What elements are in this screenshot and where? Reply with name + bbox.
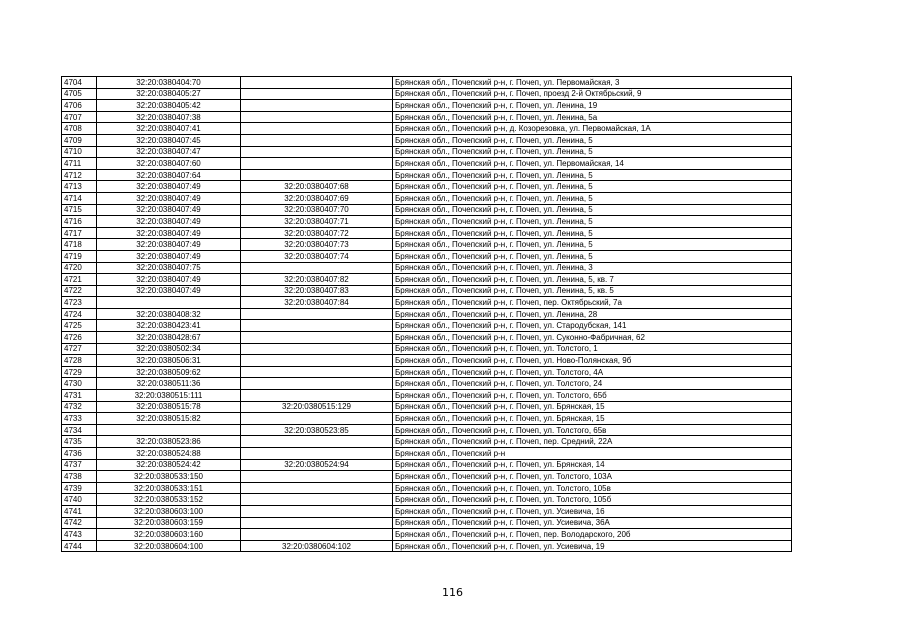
row-number-cell: 4705 xyxy=(62,88,97,100)
cadastral-number-cell: 32:20:0380515:111 xyxy=(97,390,241,402)
cadastral-number-cell: 32:20:0380408:32 xyxy=(97,308,241,320)
row-number-cell: 4735 xyxy=(62,436,97,448)
object-number-cell xyxy=(241,169,393,181)
object-number-cell xyxy=(241,482,393,494)
row-number-cell: 4728 xyxy=(62,355,97,367)
object-number-cell xyxy=(241,343,393,355)
table-row xyxy=(62,192,792,204)
table-row xyxy=(62,424,792,436)
row-number-cell: 4717 xyxy=(62,227,97,239)
object-number-cell xyxy=(241,262,393,274)
row-number-cell: 4724 xyxy=(62,308,97,320)
object-number-cell: 32:20:0380407:84 xyxy=(241,297,393,309)
address-cell: Брянская обл., Почепский р-н, г. Почеп, ул. Суконно-Фабричная, 62 xyxy=(393,332,792,344)
object-number-cell xyxy=(241,332,393,344)
address-cell: Брянская обл., Почепский р-н, г. Почеп, ул. Ленина, 5 xyxy=(393,204,792,216)
row-number-cell: 4710 xyxy=(62,146,97,158)
table-row xyxy=(62,529,792,541)
address-cell: Брянская обл., Почепский р-н, г. Почеп, ул. Ленина, 5а xyxy=(393,111,792,123)
cadastral-number-cell: 32:20:0380407:75 xyxy=(97,262,241,274)
row-number-cell: 4704 xyxy=(62,77,97,89)
address-cell: Брянская обл., Почепский р-н, г. Почеп, ул. Ленина, 19 xyxy=(393,100,792,112)
row-number-cell: 4721 xyxy=(62,274,97,286)
table-row xyxy=(62,517,792,529)
cadastral-number-cell: 32:20:0380523:86 xyxy=(97,436,241,448)
table-row xyxy=(62,297,792,309)
table-row xyxy=(62,343,792,355)
object-number-cell: 32:20:0380604:102 xyxy=(241,540,393,552)
cadastral-number-cell: 32:20:0380603:100 xyxy=(97,505,241,517)
cadastral-number-cell xyxy=(97,297,241,309)
table-row xyxy=(62,239,792,251)
table-row xyxy=(62,505,792,517)
table-row xyxy=(62,77,792,89)
cadastral-number-cell: 32:20:0380603:159 xyxy=(97,517,241,529)
address-cell: Брянская обл., Почепский р-н, г. Почеп, пер. Володарского, 20б xyxy=(393,529,792,541)
table-row xyxy=(62,146,792,158)
cadastral-number-cell: 32:20:0380407:49 xyxy=(97,181,241,193)
cadastral-number-cell: 32:20:0380407:60 xyxy=(97,158,241,170)
table-row xyxy=(62,471,792,483)
address-cell: Брянская обл., Почепский р-н, г. Почеп, ул. Ленина, 5 xyxy=(393,227,792,239)
cadastral-number-cell: 32:20:0380407:45 xyxy=(97,134,241,146)
table-row xyxy=(62,158,792,170)
cadastral-number-cell: 32:20:0380407:47 xyxy=(97,146,241,158)
object-number-cell xyxy=(241,448,393,460)
address-cell: Брянская обл., Почепский р-н, г. Почеп, ул. Стародубская, 141 xyxy=(393,320,792,332)
row-number-cell: 4736 xyxy=(62,448,97,460)
object-number-cell xyxy=(241,123,393,135)
cadastral-number-cell: 32:20:0380404:70 xyxy=(97,77,241,89)
object-number-cell: 32:20:0380407:74 xyxy=(241,250,393,262)
address-cell: Брянская обл., Почепский р-н, г. Почеп, ул. Ленина, 5 xyxy=(393,239,792,251)
cadastral-number-cell: 32:20:0380407:49 xyxy=(97,216,241,228)
row-number-cell: 4716 xyxy=(62,216,97,228)
table-row xyxy=(62,134,792,146)
row-number-cell: 4718 xyxy=(62,239,97,251)
address-cell: Брянская обл., Почепский р-н, г. Почеп, ул. Ленина, 5 xyxy=(393,134,792,146)
row-number-cell: 4725 xyxy=(62,320,97,332)
object-number-cell xyxy=(241,100,393,112)
address-cell: Брянская обл., Почепский р-н xyxy=(393,448,792,460)
address-cell: Брянская обл., Почепский р-н, г. Почеп, ул. Брянская, 15 xyxy=(393,413,792,425)
table-row xyxy=(62,88,792,100)
row-number-cell: 4740 xyxy=(62,494,97,506)
table-row xyxy=(62,227,792,239)
row-number-cell: 4738 xyxy=(62,471,97,483)
cadastral-number-cell: 32:20:0380515:78 xyxy=(97,401,241,413)
property-table-body xyxy=(62,77,792,552)
object-number-cell: 32:20:0380523:85 xyxy=(241,424,393,436)
object-number-cell: 32:20:0380524:94 xyxy=(241,459,393,471)
cadastral-number-cell: 32:20:0380407:49 xyxy=(97,285,241,297)
address-cell: Брянская обл., Почепский р-н, г. Почеп, ул. Толстого, 65б xyxy=(393,390,792,402)
table-row xyxy=(62,216,792,228)
row-number-cell: 4727 xyxy=(62,343,97,355)
object-number-cell xyxy=(241,355,393,367)
cadastral-number-cell xyxy=(97,424,241,436)
cadastral-number-cell: 32:20:0380506:31 xyxy=(97,355,241,367)
address-cell: Брянская обл., Почепский р-н, г. Почеп, ул. Ленина, 28 xyxy=(393,308,792,320)
address-cell: Брянская обл., Почепский р-н, г. Почеп, ул. Первомайская, 14 xyxy=(393,158,792,170)
row-number-cell: 4708 xyxy=(62,123,97,135)
address-cell: Брянская обл., Почепский р-н, г. Почеп, пер. Октябрьский, 7а xyxy=(393,297,792,309)
object-number-cell xyxy=(241,88,393,100)
row-number-cell: 4719 xyxy=(62,250,97,262)
row-number-cell: 4744 xyxy=(62,540,97,552)
table-row xyxy=(62,204,792,216)
cadastral-number-cell: 32:20:0380509:62 xyxy=(97,366,241,378)
page-number: 116 xyxy=(442,586,463,599)
cadastral-number-cell: 32:20:0380533:152 xyxy=(97,494,241,506)
table-row xyxy=(62,436,792,448)
table-row xyxy=(62,448,792,460)
cadastral-number-cell: 32:20:0380423:41 xyxy=(97,320,241,332)
cadastral-number-cell: 32:20:0380524:42 xyxy=(97,459,241,471)
cadastral-number-cell: 32:20:0380603:160 xyxy=(97,529,241,541)
address-cell: Брянская обл., Почепский р-н, г. Почеп, ул. Брянская, 15 xyxy=(393,401,792,413)
row-number-cell: 4720 xyxy=(62,262,97,274)
address-cell: Брянская обл., Почепский р-н, г. Почеп, ул. Толстого, 103А xyxy=(393,471,792,483)
row-number-cell: 4733 xyxy=(62,413,97,425)
row-number-cell: 4709 xyxy=(62,134,97,146)
row-number-cell: 4734 xyxy=(62,424,97,436)
address-cell: Брянская обл., Почепский р-н, г. Почеп, ул. Толстого, 4А xyxy=(393,366,792,378)
cadastral-number-cell: 32:20:0380407:41 xyxy=(97,123,241,135)
object-number-cell xyxy=(241,413,393,425)
address-cell: Брянская обл., Почепский р-н, г. Почеп, пер. Средний, 22А xyxy=(393,436,792,448)
table-row xyxy=(62,366,792,378)
address-cell: Брянская обл., Почепский р-н, г. Почеп, ул. Ленина, 5, кв. 7 xyxy=(393,274,792,286)
table-row xyxy=(62,262,792,274)
table-row xyxy=(62,378,792,390)
table-row xyxy=(62,390,792,402)
row-number-cell: 4730 xyxy=(62,378,97,390)
address-cell: Брянская обл., Почепский р-н, г. Почеп, ул. Усиевича, 16 xyxy=(393,505,792,517)
cadastral-number-cell: 32:20:0380502:34 xyxy=(97,343,241,355)
address-cell: Брянская обл., Почепский р-н, г. Почеп, ул. Ленина, 5 xyxy=(393,216,792,228)
object-number-cell: 32:20:0380407:82 xyxy=(241,274,393,286)
table-row xyxy=(62,111,792,123)
cadastral-number-cell: 32:20:0380533:150 xyxy=(97,471,241,483)
object-number-cell: 32:20:0380515:129 xyxy=(241,401,393,413)
address-cell: Брянская обл., Почепский р-н, г. Почеп, ул. Ленина, 5 xyxy=(393,192,792,204)
object-number-cell: 32:20:0380407:69 xyxy=(241,192,393,204)
object-number-cell xyxy=(241,529,393,541)
table-row xyxy=(62,123,792,135)
cadastral-number-cell: 32:20:0380407:49 xyxy=(97,239,241,251)
table-row xyxy=(62,100,792,112)
table-row xyxy=(62,459,792,471)
table-row xyxy=(62,355,792,367)
row-number-cell: 4713 xyxy=(62,181,97,193)
object-number-cell: 32:20:0380407:83 xyxy=(241,285,393,297)
table-row xyxy=(62,181,792,193)
row-number-cell: 4723 xyxy=(62,297,97,309)
object-number-cell xyxy=(241,378,393,390)
row-number-cell: 4712 xyxy=(62,169,97,181)
address-cell: Брянская обл., Почепский р-н, г. Почеп, ул. Ново-Полянская, 9б xyxy=(393,355,792,367)
address-cell: Брянская обл., Почепский р-н, г. Почеп, ул. Ленина, 5, кв. 5 xyxy=(393,285,792,297)
address-cell: Брянская обл., Почепский р-н, г. Почеп, проезд 2-й Октябрьский, 9 xyxy=(393,88,792,100)
address-cell: Брянская обл., Почепский р-н, г. Почеп, ул. Толстого, 1 xyxy=(393,343,792,355)
cadastral-number-cell: 32:20:0380407:49 xyxy=(97,250,241,262)
table-row xyxy=(62,332,792,344)
object-number-cell: 32:20:0380407:71 xyxy=(241,216,393,228)
row-number-cell: 4729 xyxy=(62,366,97,378)
address-cell: Брянская обл., Почепский р-н, г. Почеп, ул. Толстого, 105в xyxy=(393,482,792,494)
address-cell: Брянская обл., Почепский р-н, г. Почеп, ул. Толстого, 24 xyxy=(393,378,792,390)
row-number-cell: 4743 xyxy=(62,529,97,541)
row-number-cell: 4731 xyxy=(62,390,97,402)
object-number-cell xyxy=(241,77,393,89)
row-number-cell: 4707 xyxy=(62,111,97,123)
row-number-cell: 4739 xyxy=(62,482,97,494)
address-cell: Брянская обл., Почепский р-н, г. Почеп, ул. Ленина, 5 xyxy=(393,250,792,262)
address-cell: Брянская обл., Почепский р-н, д. Козорезовка, ул. Первомайская, 1А xyxy=(393,123,792,135)
cadastral-number-cell: 32:20:0380533:151 xyxy=(97,482,241,494)
cadastral-number-cell: 32:20:0380407:49 xyxy=(97,227,241,239)
row-number-cell: 4737 xyxy=(62,459,97,471)
table-row xyxy=(62,274,792,286)
address-cell: Брянская обл., Почепский р-н, г. Почеп, ул. Усиевича, 36А xyxy=(393,517,792,529)
row-number-cell: 4732 xyxy=(62,401,97,413)
row-number-cell: 4711 xyxy=(62,158,97,170)
table-row xyxy=(62,250,792,262)
table-row xyxy=(62,308,792,320)
object-number-cell: 32:20:0380407:72 xyxy=(241,227,393,239)
object-number-cell xyxy=(241,366,393,378)
object-number-cell xyxy=(241,158,393,170)
object-number-cell xyxy=(241,308,393,320)
address-cell: Брянская обл., Почепский р-н, г. Почеп, ул. Ленина, 5 xyxy=(393,169,792,181)
object-number-cell xyxy=(241,517,393,529)
table-row xyxy=(62,413,792,425)
object-number-cell xyxy=(241,134,393,146)
row-number-cell: 4722 xyxy=(62,285,97,297)
cadastral-number-cell: 32:20:0380405:42 xyxy=(97,100,241,112)
cadastral-number-cell: 32:20:0380407:49 xyxy=(97,274,241,286)
table-row xyxy=(62,482,792,494)
row-number-cell: 4741 xyxy=(62,505,97,517)
object-number-cell xyxy=(241,505,393,517)
object-number-cell xyxy=(241,320,393,332)
object-number-cell xyxy=(241,111,393,123)
table-row xyxy=(62,540,792,552)
address-cell: Брянская обл., Почепский р-н, г. Почеп, ул. Толстого, 65в xyxy=(393,424,792,436)
object-number-cell: 32:20:0380407:70 xyxy=(241,204,393,216)
cadastral-number-cell: 32:20:0380511:36 xyxy=(97,378,241,390)
object-number-cell xyxy=(241,390,393,402)
object-number-cell xyxy=(241,494,393,506)
address-cell: Брянская обл., Почепский р-н, г. Почеп, ул. Брянская, 14 xyxy=(393,459,792,471)
cadastral-number-cell: 32:20:0380407:49 xyxy=(97,192,241,204)
object-number-cell xyxy=(241,436,393,448)
object-number-cell: 32:20:0380407:73 xyxy=(241,239,393,251)
row-number-cell: 4714 xyxy=(62,192,97,204)
row-number-cell: 4742 xyxy=(62,517,97,529)
table-row xyxy=(62,285,792,297)
table-row xyxy=(62,169,792,181)
cadastral-number-cell: 32:20:0380407:64 xyxy=(97,169,241,181)
address-cell: Брянская обл., Почепский р-н, г. Почеп, ул. Усиевича, 19 xyxy=(393,540,792,552)
object-number-cell xyxy=(241,471,393,483)
cadastral-number-cell: 32:20:0380407:38 xyxy=(97,111,241,123)
object-number-cell xyxy=(241,146,393,158)
cadastral-number-cell: 32:20:0380524:88 xyxy=(97,448,241,460)
row-number-cell: 4726 xyxy=(62,332,97,344)
address-cell: Брянская обл., Почепский р-н, г. Почеп, ул. Толстого, 105б xyxy=(393,494,792,506)
table-row xyxy=(62,320,792,332)
address-cell: Брянская обл., Почепский р-н, г. Почеп, ул. Ленина, 3 xyxy=(393,262,792,274)
cadastral-number-cell: 32:20:0380407:49 xyxy=(97,204,241,216)
property-table xyxy=(61,76,792,552)
address-cell: Брянская обл., Почепский р-н, г. Почеп, ул. Ленина, 5 xyxy=(393,181,792,193)
cadastral-number-cell: 32:20:0380405:27 xyxy=(97,88,241,100)
row-number-cell: 4706 xyxy=(62,100,97,112)
address-cell: Брянская обл., Почепский р-н, г. Почеп, ул. Первомайская, 3 xyxy=(393,77,792,89)
cadastral-number-cell: 32:20:0380604:100 xyxy=(97,540,241,552)
object-number-cell: 32:20:0380407:68 xyxy=(241,181,393,193)
cadastral-number-cell: 32:20:0380515:82 xyxy=(97,413,241,425)
address-cell: Брянская обл., Почепский р-н, г. Почеп, ул. Ленина, 5 xyxy=(393,146,792,158)
table-row xyxy=(62,494,792,506)
row-number-cell: 4715 xyxy=(62,204,97,216)
table-row xyxy=(62,401,792,413)
cadastral-number-cell: 32:20:0380428:67 xyxy=(97,332,241,344)
